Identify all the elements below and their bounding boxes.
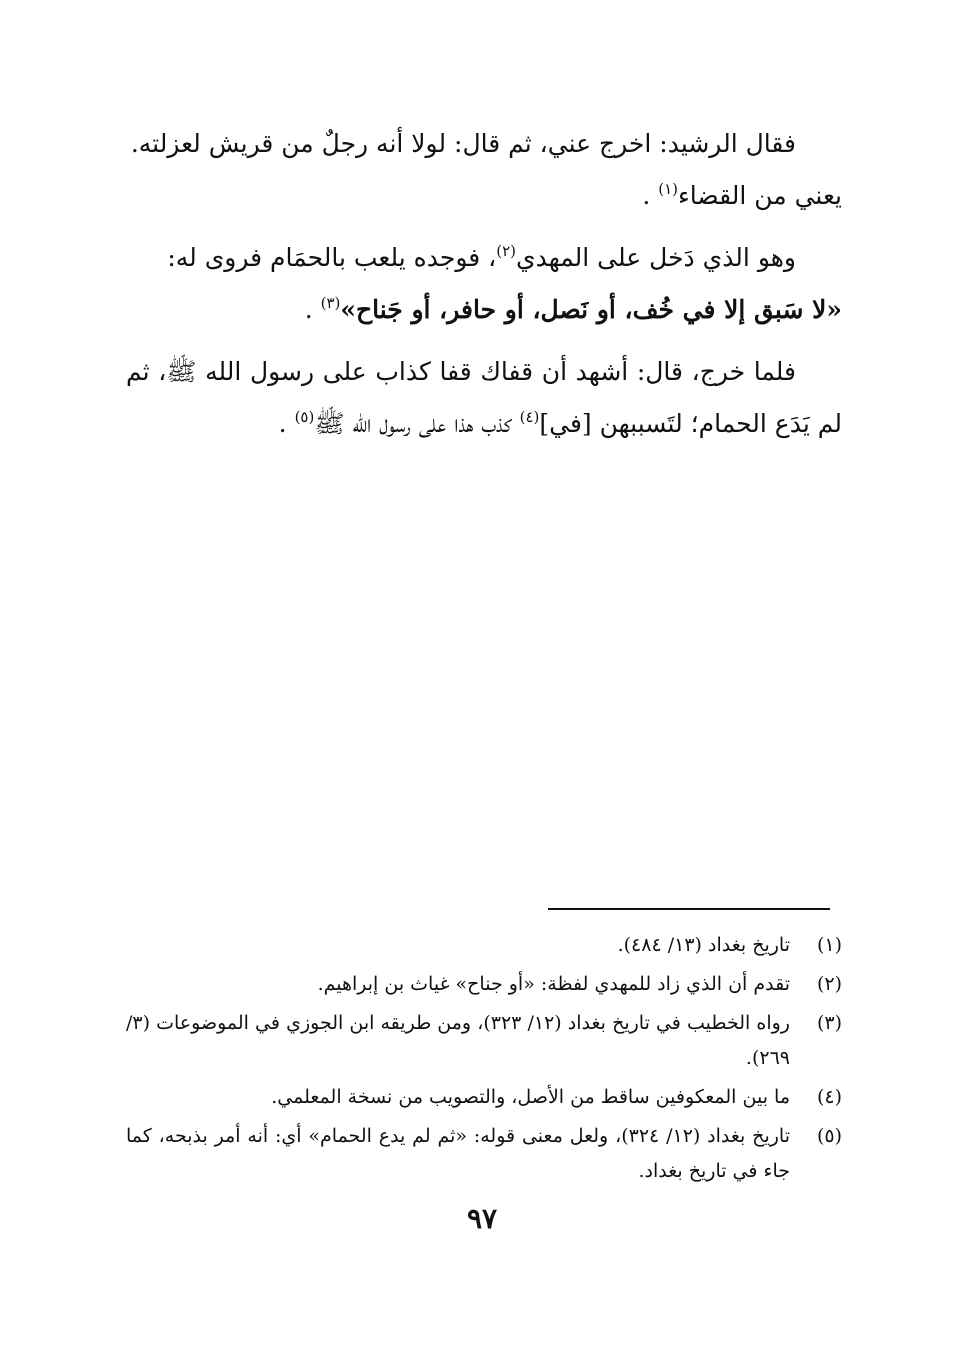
paragraph-1-line-1: فقال الرشيد: اخرج عني، ثم قال: لولا أنه رجلٌ من قريش لعزلته. xyxy=(130,129,796,158)
footnote-number: (٢) xyxy=(816,973,842,995)
paragraph-1 xyxy=(126,118,842,222)
footnote-number: (٤) xyxy=(816,1086,842,1108)
page-number: ٩٧ xyxy=(466,1202,498,1235)
footnote-3 xyxy=(126,1006,842,1076)
footnote-ref-5[interactable]: (٥) xyxy=(294,408,315,426)
paragraph-2: وهو الذي دَخل على المهدي$^{(٢)}$، فوجده يلعب بالحمَام فروى له: «لا سَبق إلا في خُف، أو نَصل، أو حافر، أو جَناح»$^{(٣)}$ . xyxy=(126,232,842,336)
footnote-divider xyxy=(548,908,830,910)
footnote-1 xyxy=(126,928,842,963)
footnote-5 xyxy=(126,1119,842,1189)
footnote-text: تاريخ بغداد (١٢/ ٣٢٤)، ولعل معنى قوله: «ثم لم يدع الحمام» أي: أنه أمر بذبحه، كما جاء في تاريخ بغداد. xyxy=(126,1125,790,1182)
footnote-2 xyxy=(126,967,842,1002)
footnote-text: ما بين المعكوفين ساقط من الأصل، والتصويب من نسخة المعلمي. xyxy=(271,1086,790,1108)
footnote-number: (١) xyxy=(816,934,842,956)
footnote-ref-3[interactable]: (٣) xyxy=(320,294,341,312)
footnote-text: تاريخ بغداد (١٣/ ٤٨٤). xyxy=(617,934,790,956)
footnotes xyxy=(126,928,842,1193)
paragraph-3: فلما خرج، قال: أشهد أن قفاك قفا كذاب على رسول الله ﷺ، ثم لم يَدَع الحمام؛ لتَسببهن [في]$^{(٤)}$ كذب هذا على رسول الله ﷺ$^{(٥)}$ . xyxy=(126,357,842,438)
footnote-4 xyxy=(126,1080,842,1115)
footnote-number: (٥) xyxy=(816,1125,842,1147)
footnote-ref-1[interactable]: (١) xyxy=(658,180,679,198)
main-text xyxy=(126,118,842,460)
footnote-text: رواه الخطيب في تاريخ بغداد (١٢/ ٣٢٣)، ومن طريقه ابن الجوزي في الموضوعات (٣/ ٢٦٩). xyxy=(126,1012,790,1069)
hadith-quote: «لا سَبق إلا في خُف، أو نَصل، أو حافر، أو جَناح»$^{(٣)}$ . xyxy=(304,294,842,324)
footnote-number: (٣) xyxy=(816,1012,842,1034)
footnote-text: تقدم أن الذي زاد للمهدي لفظة: «أو جناح» غياث بن إبراهيم. xyxy=(317,973,790,995)
paragraph-1-line-2: يعني من القضاء$^{(١)}$ . xyxy=(642,180,842,210)
footnote-ref-4[interactable]: (٤) xyxy=(519,408,540,426)
footnote-ref-2[interactable]: (٢) xyxy=(496,242,516,260)
